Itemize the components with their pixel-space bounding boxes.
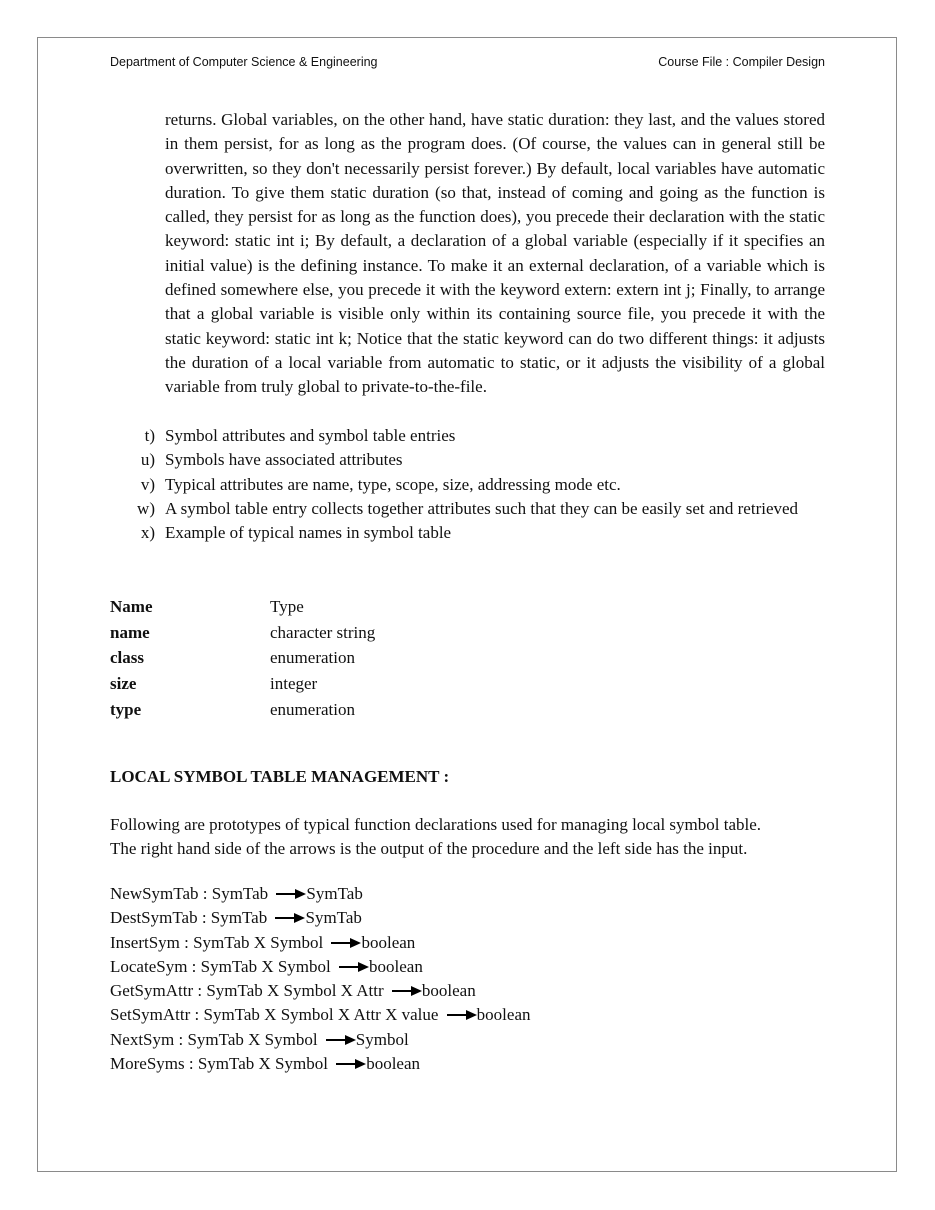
right-arrow-icon	[276, 888, 306, 900]
list-item	[110, 521, 825, 545]
prototype-line	[110, 1028, 531, 1052]
header-course-file: Course File : Compiler Design	[658, 55, 825, 69]
table-row	[110, 594, 375, 620]
prototype-line	[110, 979, 531, 1003]
list-item-text: Typical attributes are name, type, scope, size, addressing mode etc.	[165, 474, 621, 494]
page-header	[110, 55, 825, 73]
right-arrow-icon	[447, 1009, 477, 1021]
prototype-line	[110, 1052, 531, 1076]
header-department: Department of Computer Science & Engineering	[110, 55, 378, 69]
intro-line: The right hand side of the arrows is the output of the procedure and the left side has the input.	[110, 839, 748, 859]
list-item	[110, 448, 825, 472]
body-paragraph: returns. Global variables, on the other hand, have static duration: they last, and the values stored in them persist, for as long as the program does. (Of course, the values can in general still be overwritten, so they don't necessarily persist forever.) By default, local variables have automatic duration. To give them static duration (so that, instead of coming and going as the function is called, they persist for as long as the function does), you precede their declaration with the static keyword: static int i; By default, a declaration of a global variable (especially if it specifies an initial value) is the defining instance. To make it an external declaration, of a variable which is defined somewhere else, you precede it with the keyword extern: extern int j; Finally, to arrange that a global variable is visible only within its containing source file, you precede it with the static keyword: static int k; Notice that the static keyword can do two different things: it adjusts the duration of a local variable from automatic to static, or it adjusts the visibility of a global variable from truly global to private-to-the-file.	[165, 110, 825, 397]
list-marker: x)	[140, 523, 155, 543]
list-item-text: Symbol attributes and symbol table entries	[165, 426, 456, 445]
intro-line: Following are prototypes of typical function declarations used for managing local symbol table.	[110, 815, 762, 834]
list-marker: w)	[137, 498, 155, 518]
prototype-output: Symbol	[355, 1029, 409, 1049]
prototype-signature: LocateSym : SymTab X Symbol	[110, 956, 331, 976]
prototype-list	[110, 882, 531, 1076]
prototype-line	[110, 1003, 531, 1027]
symbol-attribute-table	[110, 594, 375, 722]
intro-paragraph	[110, 813, 825, 862]
table-cell-name: size	[110, 673, 137, 693]
table-cell-type: integer	[270, 673, 318, 693]
table-row	[110, 697, 375, 723]
list-marker: u)	[140, 450, 155, 470]
right-arrow-icon	[326, 1034, 356, 1046]
right-arrow-icon	[331, 937, 361, 949]
list-marker: t)	[144, 426, 155, 445]
prototype-signature: DestSymTab : SymTab	[110, 908, 268, 928]
right-arrow-icon	[275, 912, 305, 924]
table-row	[110, 671, 375, 697]
right-arrow-icon	[392, 985, 422, 997]
prototype-output: SymTab	[305, 908, 362, 928]
table-cell-name: Name	[110, 596, 153, 616]
prototype-line	[110, 906, 531, 930]
list-marker: v)	[140, 474, 155, 494]
table-row	[110, 620, 375, 646]
section-title: LOCAL SYMBOL TABLE MANAGEMENT :	[110, 767, 450, 786]
list-item-text: Example of typical names in symbol table	[165, 523, 452, 543]
right-arrow-icon	[336, 1058, 366, 1070]
table-cell-name: type	[110, 699, 142, 719]
list-item	[110, 424, 825, 448]
prototype-output: boolean	[366, 1054, 421, 1074]
prototype-output: boolean	[361, 932, 416, 952]
table-cell-type: enumeration	[270, 699, 355, 719]
right-arrow-icon	[339, 961, 369, 973]
table-cell-name: name	[110, 622, 150, 642]
table-cell-name: class	[110, 648, 144, 668]
prototype-output: SymTab	[306, 884, 363, 903]
list-item-text: A symbol table entry collects together attributes such that they can be easily set and retrieved	[165, 498, 799, 518]
prototype-output: boolean	[369, 956, 423, 976]
prototype-signature: GetSymAttr : SymTab X Symbol X Attr	[110, 981, 384, 1001]
prototype-signature: SetSymAttr : SymTab X Symbol X Attr X value	[110, 1005, 439, 1025]
prototype-signature: NextSym : SymTab X Symbol	[110, 1029, 318, 1049]
prototype-line	[110, 931, 531, 955]
list-item	[110, 497, 825, 521]
table-cell-type: Type	[270, 596, 304, 616]
prototype-signature: NewSymTab : SymTab	[110, 884, 269, 903]
table-cell-type: enumeration	[270, 648, 355, 668]
symbol-attribute-list	[110, 424, 825, 545]
prototype-output: boolean	[421, 981, 476, 1001]
prototype-line	[110, 955, 531, 979]
list-item-text: Symbols have associated attributes	[165, 450, 403, 470]
prototype-output: boolean	[476, 1005, 531, 1025]
prototype-signature: InsertSym : SymTab X Symbol	[110, 932, 324, 952]
table-cell-type: character string	[270, 622, 376, 642]
list-item	[110, 473, 825, 497]
prototype-signature: MoreSyms : SymTab X Symbol	[110, 1054, 328, 1074]
table-row	[110, 645, 375, 671]
prototype-line	[110, 882, 531, 906]
